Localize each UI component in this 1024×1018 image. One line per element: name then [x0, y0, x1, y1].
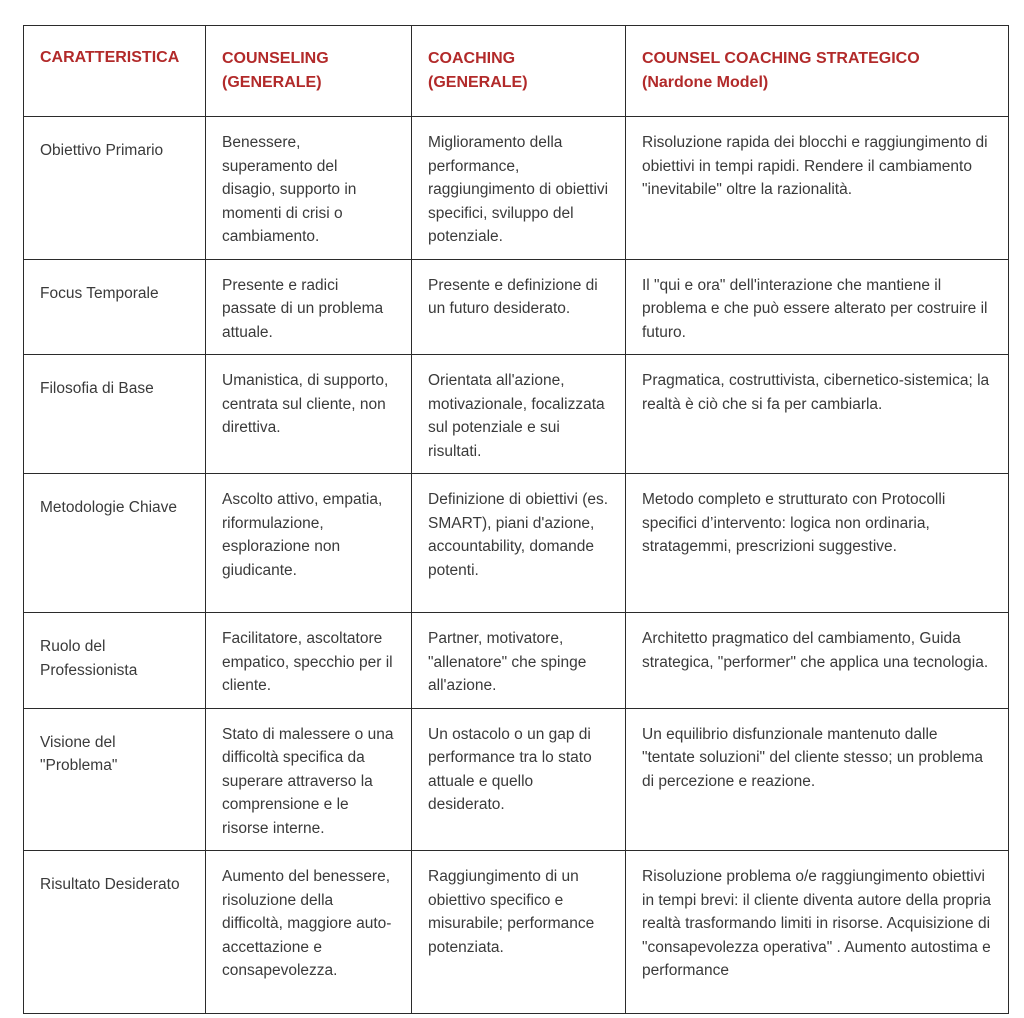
row-label: Risultato Desiderato — [24, 851, 206, 1014]
counseling-cell: Aumento del benessere, risoluzione della difficoltà, maggiore auto-accettazione e consapevolezza. — [206, 851, 412, 1014]
coaching-cell: Definizione di obiettivi (es. SMART), piani d'azione, accountability, domande potenti. — [412, 474, 626, 613]
header-counseling — [206, 26, 412, 117]
header-strategic — [626, 26, 1009, 117]
row-label: Ruolo del Professionista — [24, 613, 206, 709]
header-col3-line1: COACHING — [428, 50, 516, 67]
strategic-cell: Metodo completo e strutturato con Protocolli specifici d’intervento: logica non ordinaria, stratagemmi, prescrizioni suggestive. — [626, 474, 1009, 613]
header-col2-line1: COUNSELING — [222, 50, 329, 67]
row-label: Filosofia di Base — [24, 355, 206, 474]
counseling-cell: Stato di malessere o una difficoltà specifica da superare attraverso la comprensione e le risorse interne. — [206, 708, 412, 851]
coaching-cell: Miglioramento della performance, raggiungimento di obiettivi specifici, sviluppo del potenziale. — [412, 117, 626, 260]
coaching-cell: Presente e definizione di un futuro desiderato. — [412, 259, 626, 355]
table-row — [24, 117, 1009, 260]
strategic-cell: Risoluzione problema o/e raggiungimento obiettivi in tempi brevi: il cliente diventa autore della propria realtà trasformando limiti in risorse. Acquisizione di "consapevolezza operativa" . Aumento autostima e performance — [626, 851, 1009, 1014]
row-label: Visione del "Problema" — [24, 708, 206, 851]
table-row — [24, 355, 1009, 474]
counseling-cell: Presente e radici passate di un problema attuale. — [206, 259, 412, 355]
counseling-cell: Ascolto attivo, empatia, riformulazione, esplorazione non giudicante. — [206, 474, 412, 613]
strategic-cell: Il "qui e ora" dell'interazione che mantiene il problema e che può essere alterato per costruire il futuro. — [626, 259, 1009, 355]
strategic-cell: Architetto pragmatico del cambiamento, Guida strategica, "performer" che applica una tecnologia. — [626, 613, 1009, 709]
header-col4-line2: (Nardone Model) — [642, 74, 769, 91]
row-label: Obiettivo Primario — [24, 117, 206, 260]
coaching-cell: Raggiungimento di un obiettivo specifico e misurabile; performance potenziata. — [412, 851, 626, 1014]
counseling-cell: Benessere, superamento del disagio, supporto in momenti di crisi o cambiamento. — [206, 117, 412, 260]
row-label: Metodologie Chiave — [24, 474, 206, 613]
row-label: Focus Temporale — [24, 259, 206, 355]
header-col4-line1: COUNSEL COACHING STRATEGICO — [642, 50, 920, 67]
table-row — [24, 708, 1009, 851]
comparison-table — [23, 25, 1009, 1014]
table-row — [24, 613, 1009, 709]
header-col3-line2: (GENERALE) — [428, 74, 528, 91]
header-col2-line2: (GENERALE) — [222, 74, 322, 91]
strategic-cell: Pragmatica, costruttivista, cibernetico-sistemica; la realtà è ciò che si fa per cambiarla. — [626, 355, 1009, 474]
strategic-cell: Risoluzione rapida dei blocchi e raggiungimento di obiettivi in tempi rapidi. Rendere il cambiamento "inevitabile" oltre la razionalità. — [626, 117, 1009, 260]
counseling-cell: Umanistica, di supporto, centrata sul cliente, non direttiva. — [206, 355, 412, 474]
header-col1-label: CARATTERISTICA — [40, 49, 180, 66]
header-caratteristica — [24, 26, 206, 117]
strategic-cell: Un equilibrio disfunzionale mantenuto dalle "tentate soluzioni" del cliente stesso; un problema di percezione e reazione. — [626, 708, 1009, 851]
header-coaching — [412, 26, 626, 117]
coaching-cell: Partner, motivatore, "allenatore" che spinge all'azione. — [412, 613, 626, 709]
table-row — [24, 259, 1009, 355]
coaching-cell: Un ostacolo o un gap di performance tra lo stato attuale e quello desiderato. — [412, 708, 626, 851]
table-row — [24, 474, 1009, 613]
table-header-row — [24, 26, 1009, 117]
counseling-cell: Facilitatore, ascoltatore empatico, specchio per il cliente. — [206, 613, 412, 709]
coaching-cell: Orientata all'azione, motivazionale, focalizzata sul potenziale e sui risultati. — [412, 355, 626, 474]
table-row — [24, 851, 1009, 1014]
